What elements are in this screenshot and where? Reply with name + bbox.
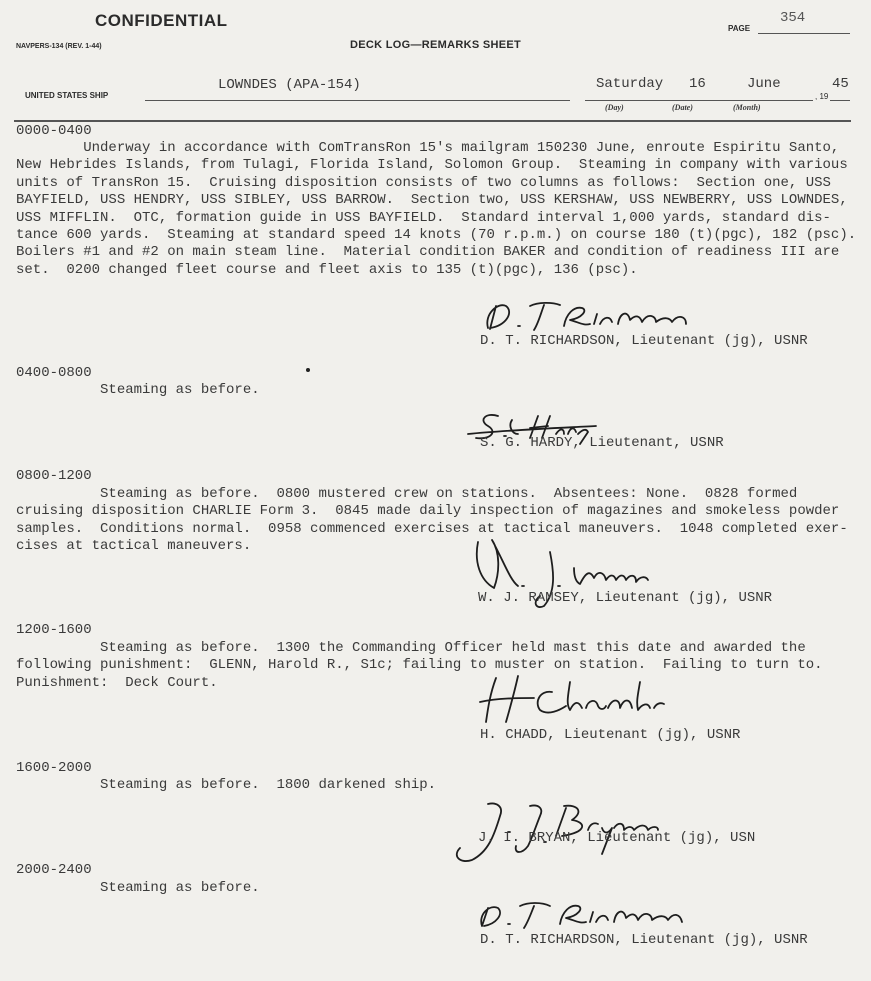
watch-period: 0800-1200	[16, 468, 92, 484]
page-label: PAGE	[728, 24, 751, 33]
date-caption: (Date)	[672, 103, 693, 112]
watch-period: 2000-2400	[16, 862, 92, 878]
watch-entry-line: Punishment: Deck Court.	[16, 674, 218, 691]
page-number: 354	[780, 10, 806, 26]
officer-signature-block: J. I. BRYAN, Lieutenant (jg), USN	[478, 830, 756, 846]
watch-entry-line: set. 0200 changed fleet course and fleet axis to 135 (t)(pgc), 136 (psc).	[16, 261, 638, 278]
date-line	[585, 100, 813, 101]
watch-period: 0000-0400	[16, 123, 92, 139]
officer-signature-block: H. CHADD, Lieutenant (jg), USNR	[480, 727, 741, 743]
date-value: 16	[689, 76, 706, 92]
year-line	[830, 100, 850, 101]
watch-entry-line: Steaming as before.	[16, 880, 260, 896]
watch-entry-line: tance 600 yards. Steaming at standard speed 14 knots (70 r.p.m.) on course 180 (t)(pgc), 182 (psc).	[16, 227, 857, 243]
sheet-title: DECK LOG—REMARKS SHEET	[350, 39, 521, 51]
month-value: June	[747, 76, 781, 92]
watch-entry-line: cises at tactical maneuvers.	[16, 538, 252, 555]
header-rule	[14, 120, 851, 122]
watch-entry-line: BAYFIELD, USS HENDRY, USS SIBLEY, USS BARROW. Section two, USS KERSHAW, USS NEWBERRY, USS LOWNDES,	[16, 192, 848, 209]
watch-entry-line: units of TransRon 15. Cruising disposition consists of two columns as follows: Section one, USS	[16, 174, 831, 191]
watch-period: 1600-2000	[16, 760, 92, 776]
watch-entry-line: USS MIFFLIN. OTC, formation guide in USS BAYFIELD. Standard interval 1,000 yards, standard dis-	[16, 209, 831, 226]
form-number: NAVPERS-134 (REV. 1-44)	[16, 43, 102, 50]
watch-entry-line: New Hebrides Islands, from Tulagi, Florida Island, Solomon Group. Steaming in company with various	[16, 157, 848, 174]
officer-signature-block: D. T. RICHARDSON, Lieutenant (jg), USNR	[480, 932, 808, 948]
watch-entry-line: Steaming as before. 1800 darkened ship.	[16, 777, 437, 793]
watch-period: 1200-1600	[16, 622, 92, 638]
officer-signature-block: D. T. RICHARDSON, Lieutenant (jg), USNR	[480, 333, 808, 349]
watch-entry-line: Boilers #1 and #2 on main steam line. Material condition BAKER and condition of readiness III are	[16, 244, 840, 261]
ship-name-line	[145, 100, 570, 101]
month-caption: (Month)	[733, 103, 761, 112]
watch-entry-line: samples. Conditions normal. 0958 commenced exercises at tactical maneuvers. 1048 completed exer-	[16, 520, 848, 537]
page-number-line	[758, 33, 850, 34]
year-value: 45	[832, 76, 849, 92]
officer-signature-block: S. G. HARDY, Lieutenant, USNR	[480, 435, 724, 451]
ink-dot	[306, 368, 310, 372]
officer-signature	[478, 296, 708, 338]
officer-signature-block: W. J. RAMSEY, Lieutenant (jg), USNR	[478, 590, 773, 606]
watch-entry-line: cruising disposition CHARLIE Form 3. 0845 made daily inspection of magazines and smokeless powder	[16, 503, 840, 520]
watch-period: 0400-0800	[16, 365, 92, 381]
ship-name: LOWNDES (APA-154)	[218, 77, 361, 93]
day-caption: (Day)	[605, 103, 624, 112]
day-value: Saturday	[596, 76, 664, 92]
classification-stamp: CONFIDENTIAL	[95, 11, 228, 30]
year-prefix: , 19	[815, 92, 829, 101]
watch-entry-line: Steaming as before.	[16, 382, 260, 398]
ship-label: UNITED STATES SHIP	[25, 91, 109, 100]
watch-entry-line: following punishment: GLENN, Harold R., S1c; failing to muster on station. Failing to turn to.	[16, 657, 823, 674]
officer-signature	[478, 672, 678, 728]
officer-signature	[472, 896, 702, 932]
watch-entry-line: Steaming as before. 0800 mustered crew on stations. Absentees: None. 0828 formed	[16, 486, 798, 502]
watch-entry-line: Steaming as before. 1300 the Commanding Officer held mast this date and awarded the	[16, 640, 806, 656]
watch-entry-line: Underway in accordance with ComTransRon 15's mailgram 150230 June, enroute Espiritu Santo,	[16, 140, 840, 156]
